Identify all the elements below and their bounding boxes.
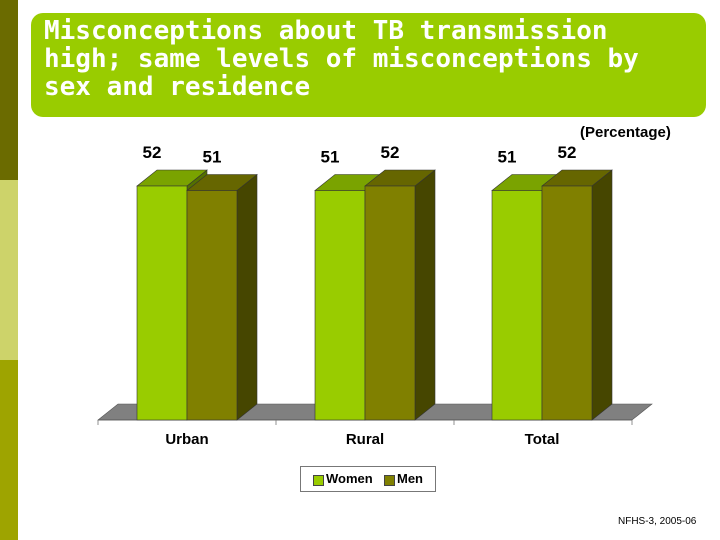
bar-men-rural — [365, 170, 435, 420]
data-label-men-rural: 52 — [380, 143, 400, 162]
legend-swatch-women — [313, 475, 324, 486]
category-label-total: Total — [524, 431, 560, 448]
legend — [300, 466, 436, 492]
data-label-men-urban: 51 — [202, 147, 222, 167]
data-label-women-total: 51 — [497, 147, 517, 167]
legend-label-men: Men — [397, 471, 423, 486]
slide-title: Misconceptions about TB transmission high; same levels of misconceptions by sex and residence — [44, 16, 639, 102]
data-label-men-total: 52 — [557, 143, 577, 162]
unit-label: (Percentage) — [580, 124, 671, 141]
data-label-women-urban: 52 — [142, 143, 162, 162]
category-label-rural: Rural — [345, 431, 385, 448]
data-label-women-rural: 51 — [320, 147, 340, 167]
bar-men-total — [542, 170, 612, 420]
legend-swatch-men — [384, 475, 395, 486]
bar-men-urban — [187, 175, 257, 421]
category-label-urban: Urban — [165, 431, 209, 448]
legend-label-women: Women — [326, 471, 373, 486]
source-note: NFHS-3, 2005-06 — [618, 516, 697, 527]
